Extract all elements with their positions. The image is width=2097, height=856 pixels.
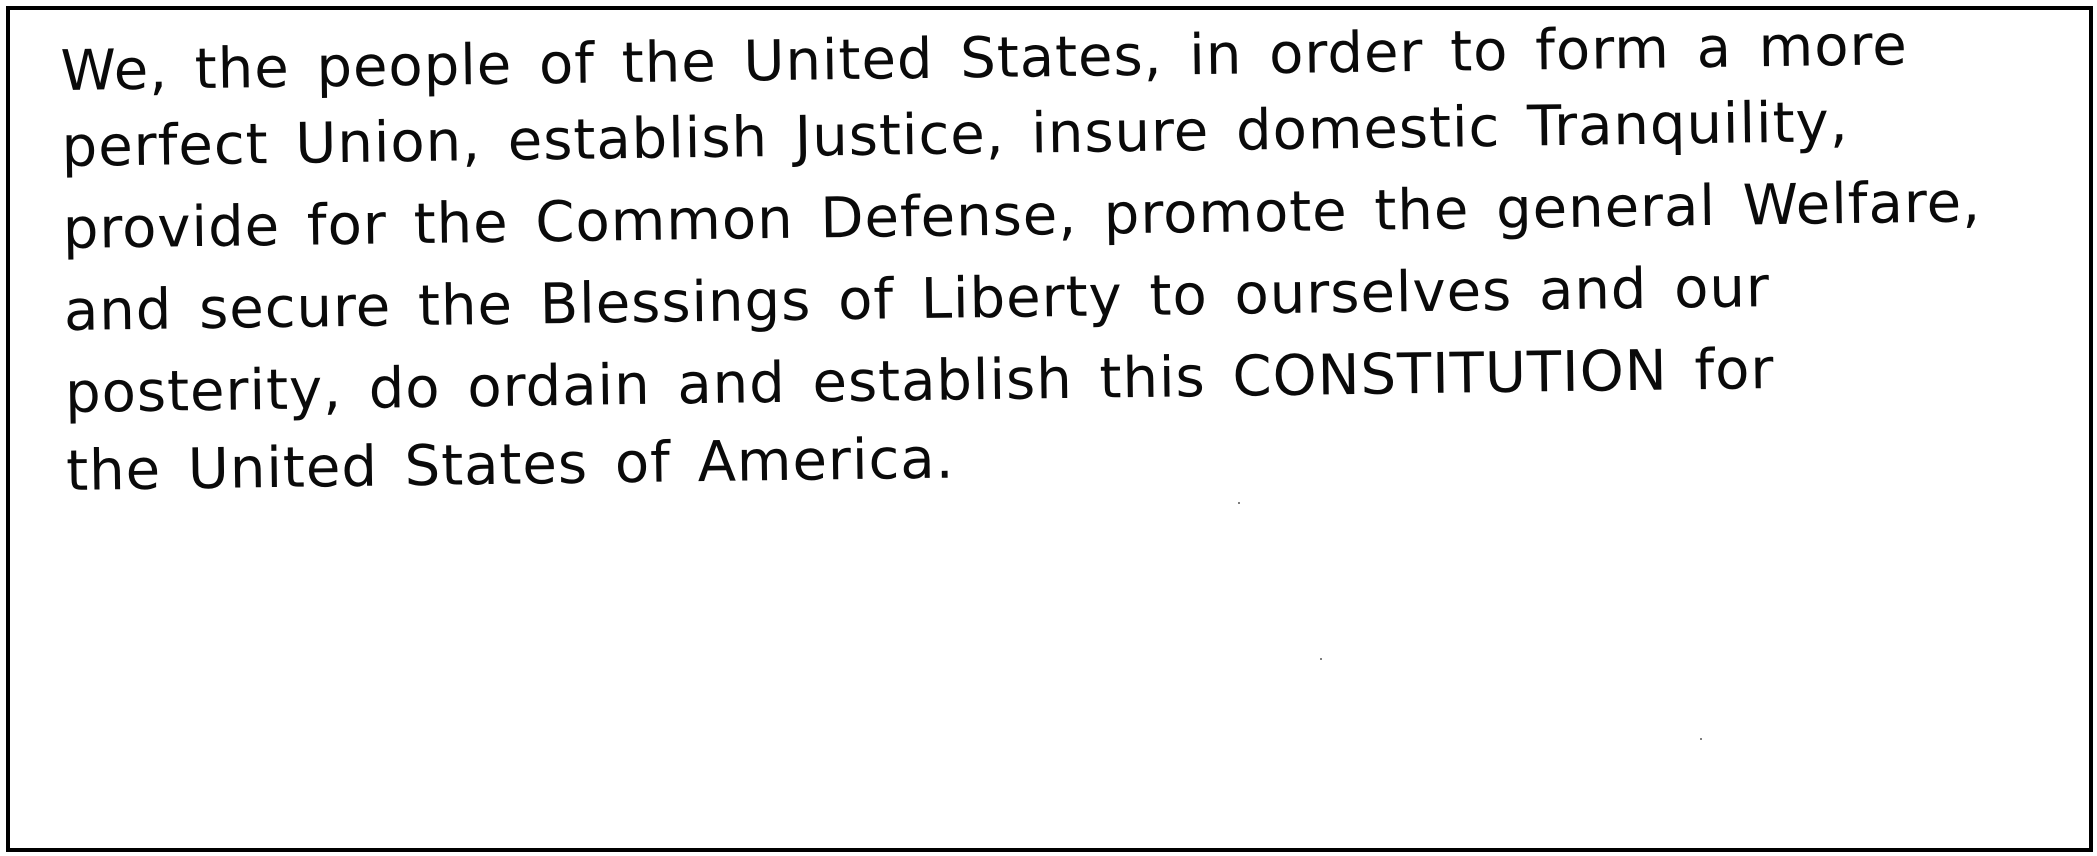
paper-speck <box>1700 738 1702 740</box>
paper-speck <box>1320 658 1322 660</box>
text-line-6: the United States of America. <box>65 426 955 504</box>
handwritten-page <box>6 6 2093 852</box>
text-line-2: perfect Union, establish Justice, insure domestic Tranquility, <box>61 90 1849 180</box>
handwritten-text <box>60 0 2077 508</box>
text-line-1: We, the people of the United States, in order to form a more <box>60 13 1909 104</box>
text-line-5: posterity, do ordain and establish this CONSTITUTION for <box>64 337 1775 426</box>
paper-speck <box>1238 502 1240 504</box>
text-line-3: provide for the Common Defense, promote the general Welfare, <box>62 170 1982 262</box>
text-line-4: and secure the Blessings of Liberty to ourselves and our <box>63 255 1771 344</box>
